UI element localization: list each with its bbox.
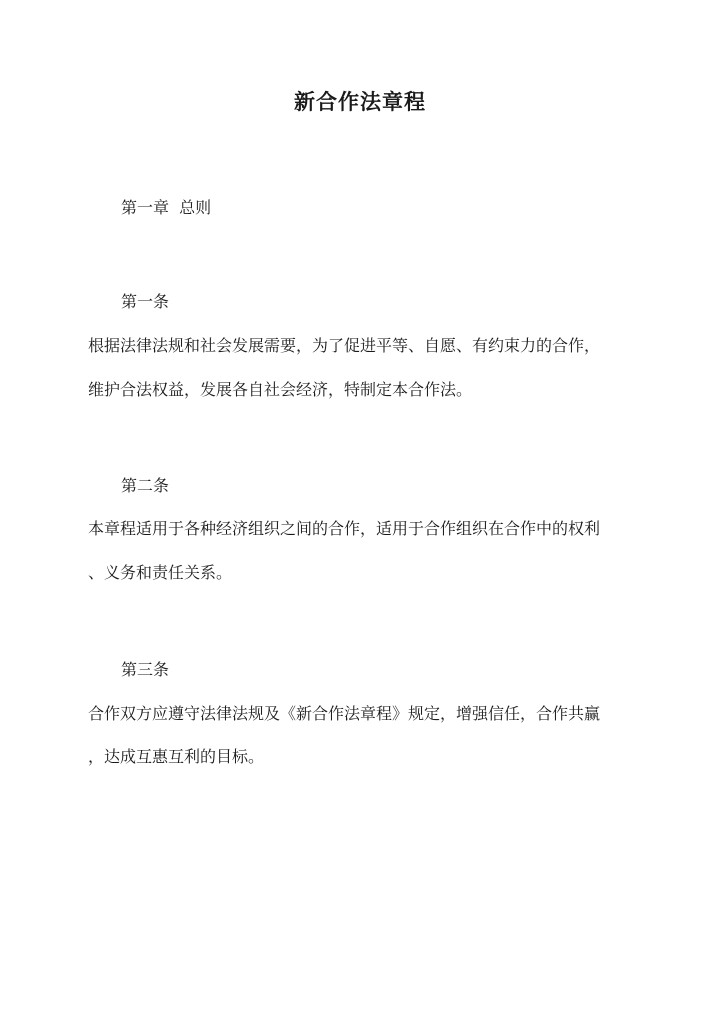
article-2-heading: 第二条 [121, 476, 170, 495]
article-3-heading: 第三条 [121, 660, 170, 679]
article-1-line-2: 维护合法权益，发展各自社会经济，特制定本合作法。 [88, 380, 473, 399]
chapter-heading: 第一章 总则 [121, 198, 212, 217]
article-1-heading: 第一条 [121, 292, 170, 311]
article-3-line-1: 合作双方应遵守法律法规及《新合作法章程》规定，增强信任，合作共赢 [88, 704, 601, 723]
article-3-line-2: ，达成互惠互利的目标。 [88, 747, 265, 766]
article-1-line-1: 根据法律法规和社会发展需要，为了促进平等、自愿、有约束力的合作， [88, 336, 601, 355]
document-title: 新合作法章程 [294, 89, 426, 114]
article-2-line-2: 、义务和责任关系。 [88, 563, 233, 582]
article-2-line-1: 本章程适用于各种经济组织之间的合作，适用于合作组织在合作中的权利 [88, 519, 601, 538]
